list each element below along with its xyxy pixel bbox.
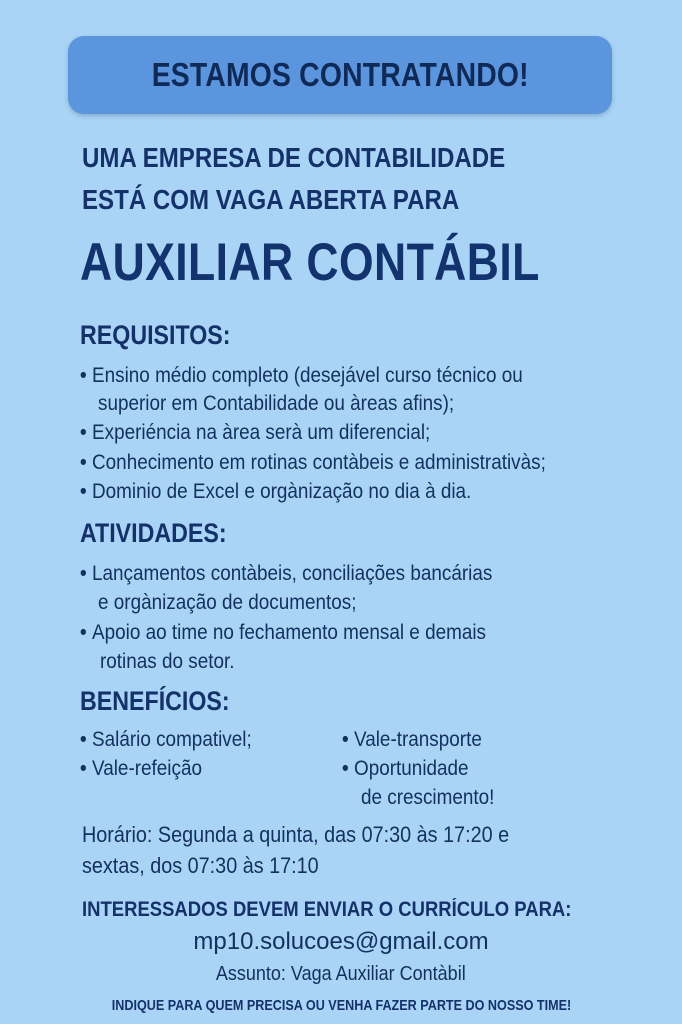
hiring-banner [68,36,612,114]
bullet-icon: • [80,364,87,387]
beneficio-text: Salário compativel; [92,728,252,751]
requisito-item [80,421,430,445]
contact-email[interactable]: mp10.solucoes@gmail.com [193,928,489,955]
email-subject [0,963,682,986]
beneficio-item [80,728,252,752]
bullet-icon: • [80,421,87,444]
atividade-item [80,621,486,645]
footer-message [0,997,682,1014]
beneficio-text: Oportunidade [354,757,469,780]
bullet-icon: • [80,451,87,474]
requisito-text: Conhecimento em rotinas contàbeis e administrativàs; [92,451,546,474]
bullet-icon: • [80,562,87,585]
atividade-continuation: rotinas do setor. [100,650,235,673]
atividade-continuation: e orgànização de documentos; [98,591,357,614]
email-subject-text: Assunto: Vaga Auxiliar Contàbil [216,963,466,985]
beneficios-title: BENEFÍCIOS: [80,686,230,716]
requisito-item [80,480,471,504]
horario-line-1: Horário: Segunda a quinta, das 07:30 às 17:20 e [82,822,510,847]
beneficio-item [342,757,469,781]
atividade-text: Apoio ao time no fechamento mensal e demais [92,621,486,644]
requisito-text: Experiéncia na àrea serà um diferencial; [92,421,431,444]
bullet-icon: • [80,480,87,503]
beneficio-item [342,728,482,752]
footer-text: INDIQUE PARA QUEM PRECISA OU VENHA FAZER PARTE DO NOSSO TIME! [111,997,571,1014]
bullet-icon: • [80,757,87,780]
requisito-continuation: superior em Contabilidade ou àreas afins); [98,392,455,415]
bullet-icon: • [80,621,87,644]
requisito-text: Dominio de Excel e orgànização no dia à dia. [92,480,472,503]
atividades-title: ATIVIDADES: [80,518,227,548]
beneficio-continuation: de crescimento! [361,786,495,809]
bullet-icon: • [342,757,349,780]
cta-heading: INTERESSADOS DEVEM ENVIAR O CURRÍCULO PARA: [82,898,572,921]
beneficio-item [80,757,202,781]
bullet-icon: • [342,728,349,751]
beneficio-text: Vale-refeição [92,757,202,780]
banner-title: ESTAMOS CONTRATANDO! [151,56,529,93]
requisito-item [80,451,546,475]
requisito-text: Ensino médio completo (desejável curso técnico ou [92,364,523,387]
job-title: AUXILIAR CONTÁBIL [80,233,540,292]
requisito-item [80,364,523,388]
intro-line-1: UMA EMPRESA DE CONTABILIDADE [82,142,506,173]
requisitos-title: REQUISITOS: [80,320,231,350]
atividade-text: Lançamentos contàbeis, conciliações bancárias [92,562,493,585]
atividade-item [80,562,492,586]
beneficio-text: Vale-transporte [354,728,482,751]
intro-line-2: ESTÁ COM VAGA ABERTA PARA [82,184,460,215]
bullet-icon: • [80,728,87,751]
horario-line-2: sextas, dos 07:30 às 17:10 [82,853,319,878]
